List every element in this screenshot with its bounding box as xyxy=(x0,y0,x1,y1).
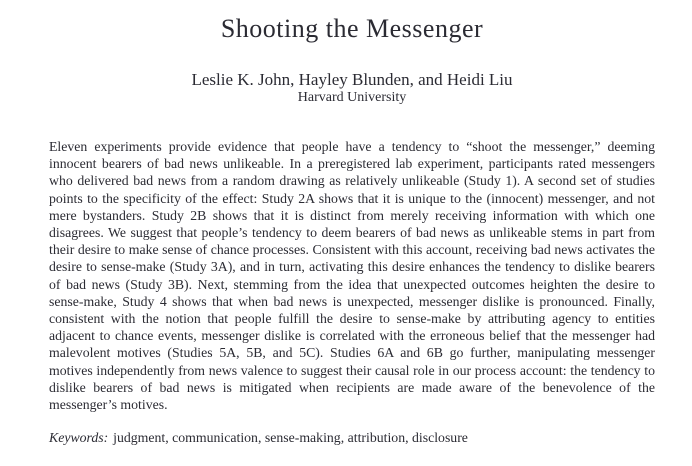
authors-line: Leslie K. John, Hayley Blunden, and Heidi Liu xyxy=(191,70,513,89)
page-title: Shooting the Messenger xyxy=(220,14,484,43)
abstract-paragraph: Eleven experiments provide evidence that people have a tendency to “shoot the messenger,” deeming innocent bearers of bad news unlikeable. In a preregistered lab experiment, participants rated messengers who delivered bad news from a random drawing as relatively unlikeable (Study 1). A second set of studies points to the specificity of the effect: Study 2A shows that it is unique to the (innocent) messenger, and not mere bystanders. Study 2B shows that it is distinct from merely receiving information with which one disagrees. We suggest that people’s tendency to deem bearers of bad news as unlikeable stems in part from their desire to make sense of chance processes. Consistent with this account, receiving bad news activates the desire to sense-make (Study 3A), and in turn, activating this desire enhances the tendency to dislike bearers of bad news (Study 3B). Next, stemming from the idea that unexpected outcomes heighten the desire to sense-make, Study 4 shows that when bad news is unexpected, messenger dislike is pronounced. Finally, consistent with the notion that people fulfill the desire to sense-make by attributing agency to entities adjacent to chance events, messenger dislike is correlated with the erroneous belief that the messenger had malevolent motives (Studies 5A, 5B, and 5C). Studies 6A and 6B go further, manipulating messenger motives independently from news valence to suggest their causal role in our process account: the tendency to dislike bearers of bad news is mitigated when recipients are made aware of the benevolence of the messenger’s motives. xyxy=(49,139,655,413)
affiliation: Harvard University xyxy=(297,90,407,105)
keywords-label: Keywords: xyxy=(49,430,109,446)
keywords-line xyxy=(49,429,655,446)
keywords-text: judgment, communication, sense-making, attribution, disclosure xyxy=(113,430,468,446)
